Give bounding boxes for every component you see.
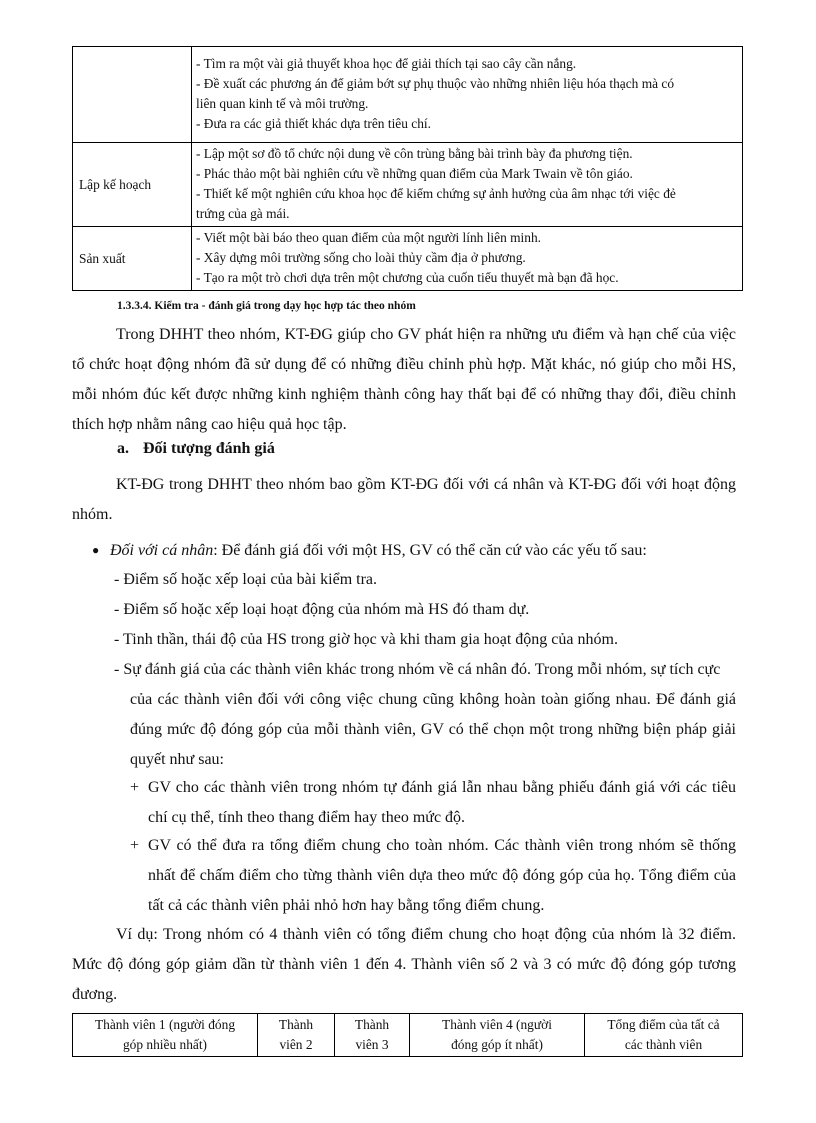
- row-label: [73, 47, 192, 143]
- intro-paragraph: [72, 320, 736, 440]
- table-row: [73, 47, 743, 143]
- example-paragraph: [72, 920, 736, 1010]
- header-line: Thành viên 4 (người: [442, 1017, 552, 1032]
- header-line: các thành viên: [624, 1037, 703, 1052]
- description-line: - Thiết kế một nghiên cứu khoa học để kiểm chứng sự ảnh hưởng của âm nhạc tới việc đẻ: [196, 186, 676, 201]
- section-heading: 1.3.3.4. Kiểm tra - đánh giá trong dạy học hợp tác theo nhóm: [117, 300, 416, 312]
- subsection-intro-text: KT-ĐG trong DHHT theo nhóm bao gồm KT-ĐG đối với cá nhân và KT-ĐG đối với hoạt động nhóm.: [72, 476, 736, 523]
- header-cell: [335, 1014, 410, 1057]
- dash-long-rest: của các thành viên đối với công việc chung cũng không hoàn toàn giống nhau. Để đánh giá đúng mức độ đóng góp của mỗi thành viên, GV có thể chọn một trong những biện pháp giải quyết như sau:: [130, 691, 736, 768]
- subsection-heading: [117, 440, 275, 458]
- header-line: Thành: [354, 1017, 390, 1032]
- plus-item-text: GV cho các thành viên trong nhóm tự đánh giá lẫn nhau bằng phiếu đánh giá với các tiêu chí cụ thể, tính theo thang điểm hay theo mức độ.: [148, 779, 736, 826]
- plus-item: [130, 773, 736, 833]
- row-description: [192, 47, 743, 143]
- header-line: viên 2: [279, 1037, 313, 1052]
- header-line: Thành: [278, 1017, 314, 1032]
- description-line: liên quan kinh tế và môi trường.: [196, 96, 369, 111]
- plus-sign: +: [130, 779, 140, 796]
- table-row: [73, 143, 743, 227]
- table-row: [73, 227, 743, 291]
- header-cell: [585, 1014, 743, 1057]
- dash-long-first: - Sự đánh giá của các thành viên khác trong nhóm về cá nhân đó. Trong mỗi nhóm, sự tích cực: [114, 661, 721, 678]
- plus-sign: +: [130, 837, 140, 854]
- header-line: đóng góp ít nhất): [451, 1037, 543, 1052]
- bullet-lead: Đối với cá nhân: [110, 542, 214, 559]
- header-cell: [258, 1014, 335, 1057]
- bullet-individual: [92, 535, 647, 566]
- bullet-rest: : Để đánh giá đối với một HS, GV có thể căn cứ vào các yếu tố sau:: [213, 542, 647, 559]
- score-table: [72, 1013, 743, 1057]
- description-line: - Tạo ra một trò chơi dựa trên một chương của cuốn tiểu thuyết mà bạn đã học.: [196, 269, 619, 285]
- header-line: viên 3: [355, 1037, 389, 1052]
- dash-item: - Điểm số hoặc xếp loại của bài kiểm tra.: [114, 571, 378, 588]
- bullet-dot-icon: ●: [92, 543, 100, 557]
- subsection-title: Đối tượng đánh giá: [143, 440, 275, 457]
- description-line: - Đưa ra các giả thiết khác dựa trên tiêu chí.: [196, 115, 431, 131]
- row-label: Sản xuất: [73, 227, 192, 291]
- row-label: Lập kế hoạch: [73, 143, 192, 227]
- header-line: Tổng điểm của tất cả: [607, 1017, 720, 1032]
- description-line: trứng của gà mái.: [196, 205, 290, 221]
- dash-item-long: [114, 655, 736, 775]
- subsection-intro: [72, 470, 736, 530]
- header-line: góp nhiều nhất): [122, 1037, 208, 1052]
- row-description: [192, 143, 743, 227]
- description-line: - Lập một sơ đồ tổ chức nội dung về côn trùng bằng bài trình bày đa phương tiện.: [196, 146, 633, 162]
- intro-text: Trong DHHT theo nhóm, KT-ĐG giúp cho GV phát hiện ra những ưu điểm và hạn chế của việc tổ chức hoạt động nhóm đã sử dụng để có những điều chỉnh phù hợp. Mặt khác, nó giúp cho mỗi HS, mỗi nhóm đúc kết được những kinh nghiệm thành công hay thất bại để có những thay đổi, điều chỉnh thích hợp nhằm nâng cao hiệu quả học tập.: [72, 326, 736, 433]
- description-line: - Tìm ra một vài giả thuyết khoa học để giải thích tại sao cây cần nắng.: [196, 56, 577, 72]
- row-description: [192, 227, 743, 291]
- description-line: - Phác thảo một bài nghiên cứu về những quan điểm của Mark Twain về tôn giáo.: [196, 166, 633, 182]
- table-header-row: [73, 1014, 743, 1057]
- plus-item: [130, 831, 736, 921]
- example-text: Ví dụ: Trong nhóm có 4 thành viên có tổng điểm chung cho hoạt động của nhóm là 32 điểm. Mức độ đóng góp giảm dần từ thành viên 1 đến 4. Thành viên số 2 và 3 có mức độ đóng góp tương đương.: [72, 926, 736, 1003]
- dash-item: - Tinh thần, thái độ của HS trong giờ học và khi tham gia hoạt động của nhóm.: [114, 631, 618, 648]
- description-line: - Xây dựng môi trường sống cho loài thủy cầm địa ở phương.: [196, 250, 526, 266]
- header-cell: [73, 1014, 258, 1057]
- plus-item-text: GV có thể đưa ra tổng điểm chung cho toàn nhóm. Các thành viên trong nhóm sẽ thống nhất để chấm điểm cho từng thành viên dựa theo mức độ đóng góp của họ. Tổng điểm của tất cả các thành viên phải nhỏ hơn hay bằng tổng điểm chung.: [148, 837, 736, 914]
- description-line: - Viết một bài báo theo quan điểm của một người lính liên minh.: [196, 230, 542, 246]
- header-cell: [410, 1014, 585, 1057]
- dash-item: - Điểm số hoặc xếp loại hoạt động của nhóm mà HS đó tham dự.: [114, 601, 530, 618]
- header-line: Thành viên 1 (người đóng: [94, 1017, 236, 1032]
- subsection-letter: a.: [117, 440, 129, 457]
- activity-table: [72, 46, 743, 291]
- description-line: - Đề xuất các phương án để giảm bớt sự phụ thuộc vào những nhiên liệu hóa thạch mà có: [196, 76, 675, 92]
